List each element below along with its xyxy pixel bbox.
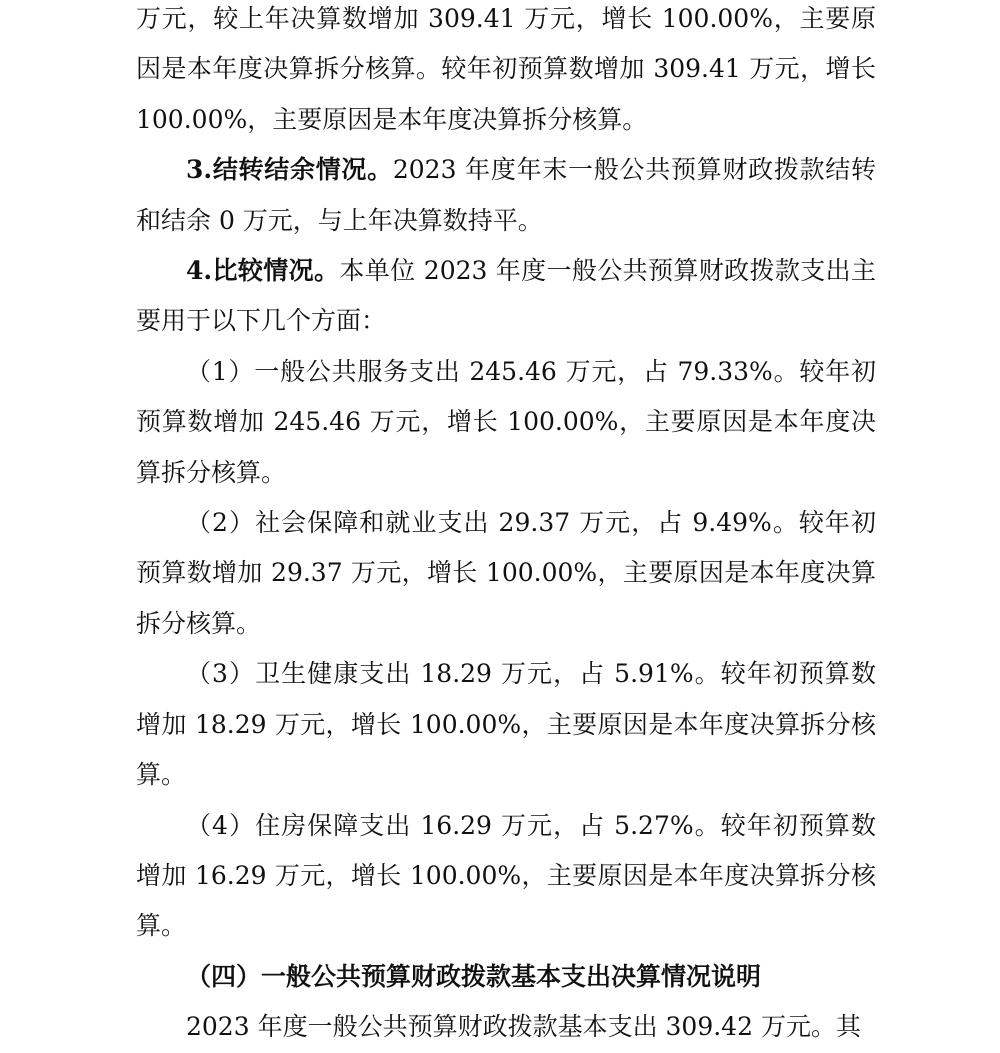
list-item-health [136, 649, 876, 800]
paragraph-body: （2）社会保障和就业支出 29.37 万元，占 9.49%。较年初预算数增加 29.37 万元，增长 100.00%，主要原因是本年度决算拆分核算。 [136, 508, 876, 638]
paragraph-body: 万元，较上年决算数增加 309.41 万元，增长 100.00%，主要原因是本年度决算拆分核算。较年初预算数增加 309.41 万元，增长 100.00%，主要原因是本年度决算拆分核算。 [136, 4, 876, 134]
paragraph-basic-expenditure: 2023 年度一般公共预算财政拨款基本支出 309.42 万元。其 [186, 1012, 861, 1042]
paragraph-lead: 3.结转结余情况。 [186, 155, 393, 185]
paragraph-body: （1）一般公共服务支出 245.46 万元，占 79.33%。较年初预算数增加 245.46 万元，增长 100.00%，主要原因是本年度决算拆分核算。 [136, 356, 876, 487]
paragraph-body: （4）住房保障支出 16.29 万元，占 5.27%。较年初预算数增加 16.29 万元，增长 100.00%，主要原因是本年度决算拆分核算。 [136, 810, 876, 941]
paragraph-body: 2023 年度年末一般公共预算财政拨款结转和结余 0 万元，与上年决算数持平。 [136, 155, 876, 235]
list-item-general-public-services [136, 347, 876, 498]
paragraph-prior-year-comparison [136, 0, 876, 145]
paragraph-comparison [136, 246, 876, 347]
paragraph-lead: 4.比较情况。 [186, 256, 340, 286]
list-item-social-security [136, 498, 876, 649]
document-body [136, 0, 876, 1053]
paragraph-body: 本单位 2023 年度一般公共预算财政拨款支出主要用于以下几个方面： [136, 256, 876, 336]
list-item-housing [136, 801, 876, 952]
paragraph-carryover [136, 145, 876, 246]
paragraph-body: （3）卫生健康支出 18.29 万元，占 5.91%。较年初预算数增加 18.29 万元，增长 100.00%，主要原因是本年度决算拆分核算。 [136, 659, 876, 790]
section-heading: （四）一般公共预算财政拨款基本支出决算情况说明 [186, 961, 762, 991]
